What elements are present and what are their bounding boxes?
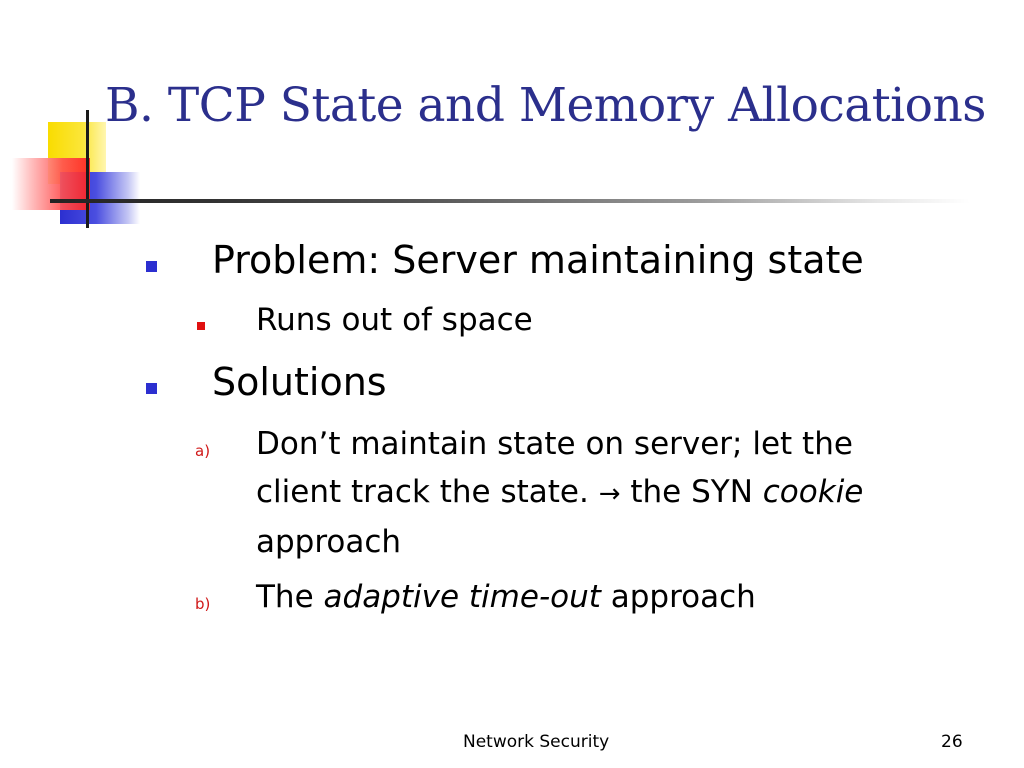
footer-label: Network Security — [463, 732, 610, 752]
solution-a-line2-mid: the SYN — [620, 474, 763, 510]
enum-marker-a: a) — [195, 442, 211, 460]
blue-square-bullet-icon — [146, 383, 157, 394]
solution-b-line — [256, 573, 756, 621]
solution-a-cookie-emphasis: cookie — [762, 474, 864, 510]
solution-b-text — [256, 573, 756, 621]
bullet-solutions: Solutions — [212, 360, 387, 404]
solution-a-line2-start: client track the state. — [256, 474, 599, 510]
solution-a-text — [256, 420, 863, 566]
slide-title: B. TCP State and Memory Allocations — [105, 78, 986, 133]
right-arrow-icon: → — [598, 479, 621, 509]
solution-b-start: The — [256, 579, 324, 615]
solution-a-line1: Don’t maintain state on server; let the — [256, 426, 853, 462]
solution-a-line2 — [256, 468, 863, 518]
bullet-problem: Problem: Server maintaining state — [212, 238, 864, 282]
page-number: 26 — [941, 732, 963, 752]
solution-b-end: approach — [600, 579, 756, 615]
sub-bullet-runs-out-of-space: Runs out of space — [256, 302, 533, 338]
blue-square-bullet-icon — [146, 261, 157, 272]
enum-marker-b: b) — [195, 595, 211, 613]
red-square-bullet-icon — [197, 322, 205, 330]
solution-a-line3: approach — [256, 524, 402, 560]
solution-b-adaptive-timeout-emphasis: adaptive time-out — [323, 579, 601, 615]
